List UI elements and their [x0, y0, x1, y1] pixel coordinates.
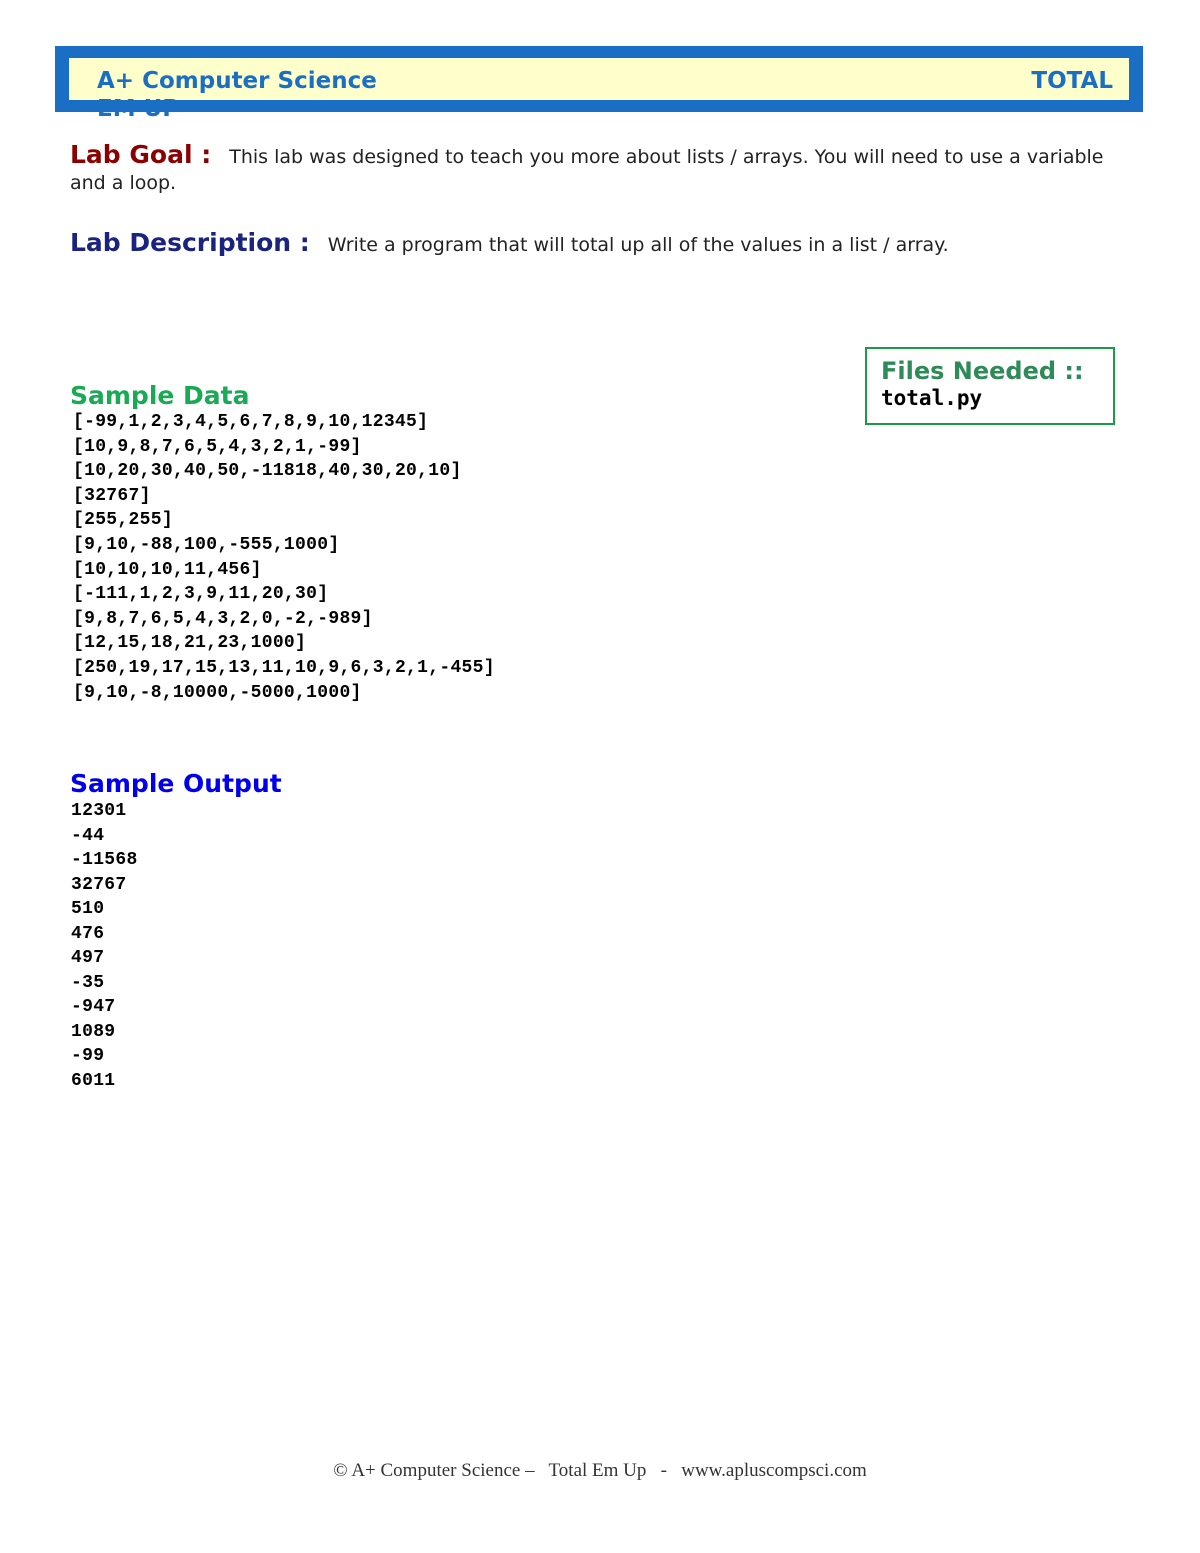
sample-data-line: [12,15,18,21,23,1000]	[73, 633, 307, 654]
sample-data-line: [-111,1,2,3,9,11,20,30]	[73, 584, 329, 605]
sample-output-line: -35	[71, 972, 105, 993]
sample-data-line: [10,9,8,7,6,5,4,3,2,1,-99]	[73, 436, 362, 457]
sample-output-list	[71, 799, 138, 1093]
page-footer	[0, 1459, 1200, 1483]
lab-description-text: Write a program that will total up all of the values in a list / array.	[327, 234, 949, 256]
sample-data-line: [255,255]	[73, 510, 173, 531]
sample-data-line: [9,10,-88,100,-555,1000]	[73, 534, 340, 555]
footer-copyright: © A+ Computer Science –	[333, 1460, 535, 1481]
sample-output-line: -44	[71, 825, 105, 846]
sample-output-line: 1089	[71, 1021, 116, 1042]
sample-data-heading: Sample Data	[70, 381, 250, 410]
sample-data-list	[73, 410, 495, 705]
footer-lab-name: Total Em Up	[548, 1460, 647, 1481]
sample-output-line: 12301	[71, 801, 127, 821]
lab-description	[70, 230, 1130, 258]
sample-data-line: [10,10,10,11,456]	[73, 559, 262, 580]
header-subtitle-overflow: EM UP	[97, 96, 180, 122]
sample-output-line: 497	[71, 948, 105, 968]
header-banner-inner	[69, 58, 1129, 122]
footer-website-link[interactable]: www.apluscompsci.com	[681, 1460, 867, 1481]
lab-goal-label: Lab Goal :	[70, 140, 212, 169]
files-needed-box	[865, 347, 1115, 425]
sample-output-line: 476	[71, 923, 105, 944]
sample-data-line: [9,8,7,6,5,4,3,2,0,-2,-989]	[73, 608, 373, 629]
sample-data-line: [9,10,-8,10000,-5000,1000]	[73, 682, 362, 703]
files-needed-file: total.py	[881, 386, 983, 410]
header-title: A+ Computer Science	[97, 68, 377, 94]
sample-output-line: -11568	[71, 850, 138, 870]
files-needed-title: Files Needed ::	[881, 357, 1084, 385]
sample-data-line: [10,20,30,40,50,-11818,40,30,20,10]	[73, 461, 462, 482]
sample-data-line: [32767]	[73, 485, 151, 506]
lab-goal-text: This lab was designed to teach you more about lists / arrays. You will need to use a variable and a loop.	[70, 146, 1104, 194]
header-banner	[55, 46, 1143, 122]
lab-description-label: Lab Description :	[70, 228, 310, 257]
sample-data-line: [250,19,17,15,13,11,10,9,6,3,2,1,-455]	[73, 657, 495, 678]
sample-output-line: 6011	[71, 1070, 116, 1091]
header-lab-title: TOTAL	[1031, 68, 1113, 94]
sample-output-line: 32767	[71, 874, 127, 895]
sample-output-line: -99	[71, 1046, 105, 1066]
sample-output-heading: Sample Output	[70, 769, 282, 798]
sample-data-line: [-99,1,2,3,4,5,6,7,8,9,10,12345]	[73, 412, 429, 432]
footer-separator: -	[660, 1460, 667, 1481]
sample-output-line: -947	[71, 997, 116, 1017]
sample-output-line: 510	[71, 899, 105, 919]
lab-goal	[70, 142, 1130, 196]
header-left	[97, 67, 397, 123]
